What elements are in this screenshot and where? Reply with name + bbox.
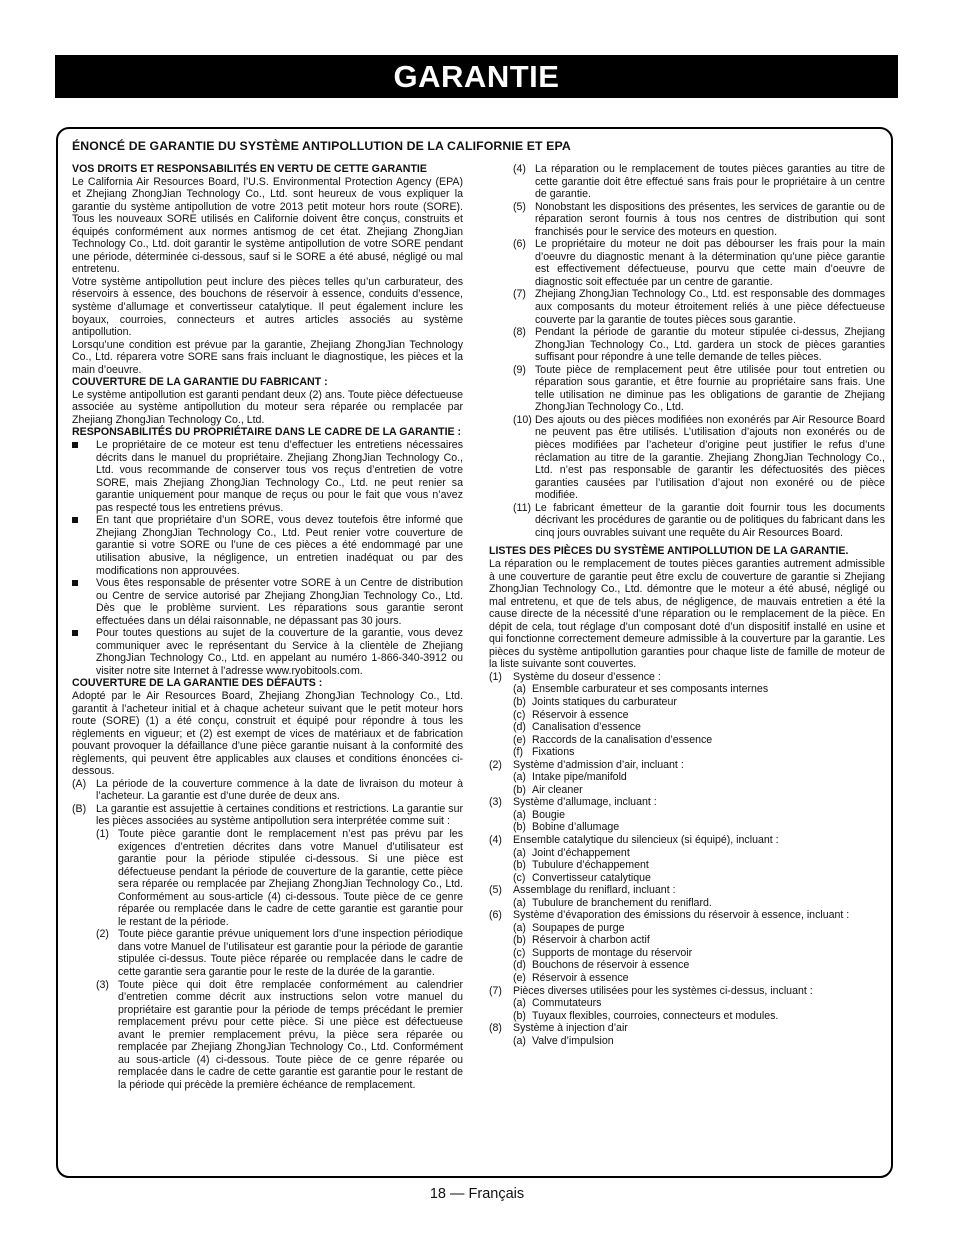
item-text: Le propriétaire du moteur ne doit pas débourser les frais pour la main d’oeuvre du diagnostic menant à la détermination qu’une pièce garantie est effectivement défectueuse, pourvu que cette main d’oeuvre de diagnostic soit effectuée par un centre de garantie. [535,238,885,288]
item-label: (2) [489,758,502,771]
bullet-item [72,627,463,677]
parts-subitem [489,1035,885,1048]
item-label: (4) [489,833,502,846]
item-text: Toute pièce garantie dont le remplacement n’est pas prévu par les exigences d’entretien décrites dans votre Manuel d’utilisateur est garantie pour la période stipulée ci-dessous. Si une pièce est défectueuse pendant la période de couverture de la garantie, cette pièce sera réparée ou remplacée par Zhejiang ZhongJian Technology Co., Ltd. Conformément au sous-article (4) ci-dessous. Toute pièce de ce genre réparée ou remplacée dans le cadre de cette garantie est garantie pour le restant de la période. [118,827,463,928]
item-label: (5) [489,884,502,897]
paragraph: La réparation ou le remplacement de toutes pièces garanties autrement admissible à une couverture de garantie peut être exclu de couverture de garantie si Zhejiang ZhongJian Technology Co., Ltd. démontre que le moteur a été abusé, négligé ou mal entretenu, et que de tels abus, de négligence, de mauvais entretien a été la cause directe de la nécessité d’une réparation ou le remplacement de la pièce. En dépit de cela, tout réglage d’un composant doté d’un dispositif installé en usine et qui fonctionne correctement demeure admissible à la couverture par la garantie. Les pièces du système antipollution garanties pour chaque liste de famille de moteur de la liste suivante sont couvertes. [489,557,885,671]
item-text: Joints statiques du carburateur [532,695,677,708]
item-label: (a) [513,1034,526,1047]
item-label: (B) [72,802,87,815]
parts-subitem [489,721,885,734]
item-text: Valve d’impulsion [532,1034,614,1047]
heading-owner-responsibilities: RESPONSABILITÉS DU PROPRIÉTAIRE DANS LE CADRE DE LA GARANTIE : [72,426,462,439]
parts-subitem [489,959,885,972]
item-text: Réservoir à essence [532,708,629,721]
item-label: (6) [513,238,526,251]
bullet-item [72,577,463,627]
square-bullet-icon [72,630,78,636]
item-label: (8) [513,326,526,339]
heading-rights: VOS DROITS ET RESPONSABILITÉS EN VERTU DE CETTE GARANTIE [72,163,427,175]
parts-subitem [489,972,885,985]
item-label: (7) [489,984,502,997]
bullet-item [72,514,463,577]
item-text: La période de la couverture commence à la date de livraison du moteur à l’acheteur. La garantie est d’une durée de deux ans. [96,777,463,803]
item-text: Bobine d’allumage [532,821,620,834]
item-text: Joint d’échappement [532,846,630,859]
parts-group [489,884,885,897]
numbered-item [489,238,885,288]
item-text: Système d’évaporation des émissions du réservoir à essence, incluant : [513,909,850,922]
numbered-item [489,163,885,201]
parts-subitem [489,897,885,910]
lettered-item [72,778,463,803]
item-text: Tubulure de branchement du reniflard. [532,896,712,909]
numbered-item [489,502,885,540]
item-label: (a) [513,683,526,696]
parts-subitem [489,709,885,722]
item-label: (b) [513,934,526,947]
paragraph: Le California Air Resources Board, l’U.S. Environmental Protection Agency (EPA) et Zhejiang ZhongJian Technology Co., Ltd. sont heureux de vous expliquer la garantie du système antipollution de votre 2013 petit moteur hors route (SORE). Tous les nouveaux SORE utilisés en Californie doivent être conçus, construits et équipés conformément aux normes antismog de cet état. Zhejiang ZhongJian Technology Co., Ltd. doit garantir le système antipollution de votre SORE pendant une période, déterminée ci-dessous, sauf si le SORE a été abusé, négligé ou mal entretenu. [72,175,463,276]
item-text: La garantie est assujettie à certaines conditions et restrictions. La garantie sur les pièces associées au système antipollution sera interprétée comme suit : [96,802,463,828]
numbered-item [489,288,885,326]
item-label: (a) [513,896,526,909]
item-label: (2) [96,928,109,941]
item-label: (7) [513,288,526,301]
item-text: Système du doseur d’essence : [513,670,661,683]
numbered-subitem [72,928,463,978]
parts-subitem [489,771,885,784]
section-title: ÉNONCÉ DE GARANTIE DU SYSTÈME ANTIPOLLUTION DE LA CALIFORNIE ET EPA [72,139,571,153]
parts-group [489,1022,885,1035]
numbered-subitem [72,828,463,928]
paragraph: Adopté par le Air Resources Board, Zhejiang ZhongJian Technology Co., Ltd. garantit à l’acheteur initial et à chaque acheteur suivant que le petit moteur hors route (SORE) (1) a été conçu, construit et équipé pour répondre à tous les règlements en vigueur; et (2) est exempt de vices de matériaux et de fabrication pouvant provoquer la défaillance d’une pièce garantie nuisant à la conformité des règlements, qui peuvent être applicables aux clauses et conditions énoncées ci-dessous. [72,689,463,778]
page-banner-title: GARANTIE [55,55,898,98]
item-label: (e) [513,972,526,984]
left-column [72,163,463,1091]
item-label: (c) [513,946,526,959]
item-label: (a) [513,921,526,934]
item-label: (b) [513,1009,526,1022]
square-bullet-icon [72,517,78,523]
item-label: (3) [489,796,502,809]
parts-subitem [489,947,885,960]
item-text: Bougie [532,808,565,821]
item-text: La réparation ou le remplacement de toutes pièces garanties au titre de cette garantie doit être effectué sans frais pour le propriétaire à un centre de garantie. [535,163,885,201]
item-label: (a) [513,771,526,784]
item-text: Air cleaner [532,783,583,796]
item-text: Système à injection d’air [513,1022,628,1035]
numbered-item [489,201,885,239]
item-text: Système d’admission d’air, incluant : [513,758,684,771]
item-text: Système d’allumage, incluant : [513,796,657,809]
item-text: Pièces diverses utilisées pour les systèmes ci-dessus, incluant : [513,984,813,997]
parts-subitem [489,734,885,747]
item-text: Convertisseur catalytique [532,871,651,884]
square-bullet-icon [72,580,78,586]
item-text: Ensemble carburateur et ses composants internes [532,683,769,696]
item-label: (A) [72,777,87,790]
item-text: Toute pièce garantie prévue uniquement lors d’une inspection périodique dans votre Manuel de l’utilisateur est garantie pour la période de garantie stipulée ci-dessus. Toute pièce réparée ou remplacée dans le cadre de cette garantie sera garantie pour le reste de la durée de la garantie. [118,928,463,978]
parts-group [489,985,885,998]
item-text: Intake pipe/manifold [532,771,627,784]
item-label: (d) [513,959,526,972]
item-text: Raccords de la canalisation d’essence [532,733,713,746]
numbered-item [489,414,885,502]
parts-subitem [489,784,885,797]
item-label: (6) [489,909,502,922]
item-label: (1) [489,670,502,683]
item-text: Ensemble catalytique du silencieux (si équipé), incluant : [513,833,779,846]
parts-subitem [489,696,885,709]
item-text: Réservoir à charbon actif [532,934,650,947]
parts-subitem [489,1010,885,1023]
item-text: Tuyaux flexibles, courroies, connecteurs et modules. [532,1009,779,1022]
square-bullet-icon [72,442,78,448]
item-label: (a) [513,808,526,821]
right-column [489,163,885,1047]
parts-group [489,834,885,847]
numbered-item [489,326,885,364]
parts-subitem [489,683,885,696]
item-text: Toute pièce de remplacement peut être utilisée pour tout entretien ou réparation sous garantie, et être fournie au propriétaire sans frais. Une telle utilisation ne diminue pas les obligations de garantie de Zhejiang ZhongJian Technology Co., Ltd. [535,363,885,414]
parts-group [489,671,885,684]
parts-subitem [489,809,885,822]
item-label: (b) [513,859,526,872]
heading-parts-list: LISTES DES PIÈCES DU SYSTÈME ANTIPOLLUTION DE LA GARANTIE. [489,545,849,558]
item-label: (c) [513,708,526,721]
item-label: (f) [513,746,523,759]
item-label: (a) [513,846,526,859]
parts-list [489,671,885,1047]
item-label: (9) [513,363,526,376]
item-label: (a) [513,997,526,1010]
parts-group [489,796,885,809]
item-text: Réservoir à essence [532,972,629,984]
item-text: Soupapes de purge [532,921,625,934]
paragraph: Votre système antipollution peut inclure des pièces telles qu’un carburateur, des réservoirs à essence, des bouchons de réservoir à essence, conduits d’essence, système d’allumage et convertisseur catalytique. Il peut également inclure les boyaux, courroies, connecteurs et autres articles associés au système antipollution. [72,275,463,339]
numbered-subitem [72,979,463,1092]
item-text: Assemblage du reniflard, incluant : [513,884,676,897]
parts-subitem [489,934,885,947]
parts-subitem [489,872,885,885]
bullet-text: En tant que propriétaire d’un SORE, vous devez toutefois être informé que Zhejiang ZhongJian Technology Co., Ltd. Peut renier votre couverture de garantie si votre SORE ou l’une de ces pièces a été endommagé par une utilisation abusive, la négligence, un entretien inadéquat ou par des modifications non approuvées. [96,514,463,577]
item-label: (1) [96,827,109,840]
parts-subitem [489,821,885,834]
heading-manufacturer-coverage: COUVERTURE DE LA GARANTIE DU FABRICANT : [72,376,328,389]
item-text: Supports de montage du réservoir [532,946,693,959]
item-label: (3) [96,978,109,991]
item-label: (d) [513,721,526,734]
bullet-text: Vous êtes responsable de présenter votre SORE à un Centre de distribution ou Centre de service autorisé par Zhejiang ZhongJian Technology Co., Ltd. Dès que le problème survient. Les réparations sous garantie seront effectuées dans un délai raisonnable, ne dépassant pas 30 jours. [96,577,463,627]
item-text: Des ajouts ou des pièces modifiées non exonérés par Air Resource Board ne peuvent pas être utilisés. L’utilisation d’ajouts non exonérés ou de pièces modifiées par l’acheteur d’origine peut justifier le refus d’une réclamation au titre de la garantie. Zhejiang ZhongJian Technology Co., Ltd. n’est pas responsable de garantir les défectuosités des pièces garanties causées par l’utilisation d’ajout non exonéré ou de pièce modifiée. [535,413,885,502]
page-footer: 18 — Français [429,1186,525,1202]
item-text: Pendant la période de garantie du moteur stipulée ci-dessus, Zhejiang ZhongJian Technology Co., Ltd. gardera un stock de pièces garanties suffisant pour répondre à une telle demande de telles pièces. [535,326,885,364]
item-label: (b) [513,821,526,834]
parts-subitem [489,922,885,935]
parts-subitem [489,997,885,1010]
item-text: Canalisation d’essence [532,721,641,734]
item-text: Commutateurs [532,997,602,1010]
item-text: Tubulure d’échappement [532,859,649,872]
item-text: Zhejiang ZhongJian Technology Co., Ltd. est responsable des dommages aux composants du moteur étroitement reliés à une pièce défectueuse couverte par la garantie de toutes pièces sous garantie. [535,288,885,326]
paragraph: Lorsqu’une condition est prévue par la garantie, Zhejiang ZhongJian Technology Co., Ltd. réparera votre SORE sans frais incluant le diagnostique, les pièces et la main d’oeuvre. [72,338,463,376]
item-text: Toute pièce qui doit être remplacée conformément au calendrier d’entretien comme décrit aux instructions selon votre manuel du propriétaire est garantie pour la période de temps précédant le premier remplacement prévu pour cette pièce. Si une pièce est défectueuse avant le premier remplacement prévu, la pièce sera réparée ou remplacée par Zhejiang ZhongJian Technology Co., Ltd. Conformément au sous-article (4) ci-dessous. Toute pièce de ce genre réparée ou remplacée dans le cadre de cette garantie est garantie pour le restant de la période qui précède la première échéance de remplacement. [118,978,463,1091]
numbered-item [489,364,885,414]
heading-defects-coverage: COUVERTURE DE LA GARANTIE DES DÉFAUTS : [72,677,323,690]
item-label: (c) [513,871,526,884]
item-text: Fixations [532,746,575,759]
parts-group [489,759,885,772]
item-label: (4) [513,163,526,175]
item-label: (8) [489,1022,502,1035]
item-text: Le fabricant émetteur de la garantie doit fournir tous les documents décrivant les procédures de garantie ou de politiques du fabricant dans les cinq jours ouvrables suivant une requête du Air Resources Board. [535,501,885,539]
parts-group [489,909,885,922]
bullet-text: Le propriétaire de ce moteur est tenu d’effectuer les entretiens nécessaires décrits dans le manuel du propriétaire. Zhejiang ZhongJian Technology Co., Ltd. vous recommande de conserver tous vos reçus d’entretien de votre SORE, mais Zhejiang ZhongJian Technology Co., Ltd. ne peut renier sa garantie uniquement pour manque de reçus ou pour le fait que vous n’avez pas respecté tous les entretiens prévus. [96,439,463,514]
item-text: Nonobstant les dispositions des présentes, les services de garantie ou de réparation seront fournis à tous nos centres de distribution qui sont franchisés pour le service des moteurs en question. [535,200,885,238]
parts-subitem [489,746,885,759]
item-label: (b) [513,783,526,796]
lettered-item [72,803,463,828]
item-label: (5) [513,200,526,213]
item-label: (b) [513,695,526,708]
item-label: (10) [513,413,532,426]
bullet-item [72,439,463,514]
parts-subitem [489,859,885,872]
item-label: (e) [513,733,526,746]
paragraph: Le système antipollution est garanti pendant deux (2) ans. Toute pièce défectueuse associée au système antipollution du moteur sera réparée ou remplacée par Zhejiang ZhongJian Technology Co., Ltd. [72,388,463,426]
item-label: (11) [513,501,532,514]
item-text: Bouchons de réservoir à essence [532,959,690,972]
parts-subitem [489,847,885,860]
bullet-text: Pour toutes questions au sujet de la couverture de la garantie, vous devez communiquer avec le représentant du Service à la clientèle de Zhejiang ZhongJian Technology Co., Ltd. en appelant au numéro 1-866-340-3912 ou visiter notre site Internet à l’adresse www.ryobitools.com. [96,627,463,677]
